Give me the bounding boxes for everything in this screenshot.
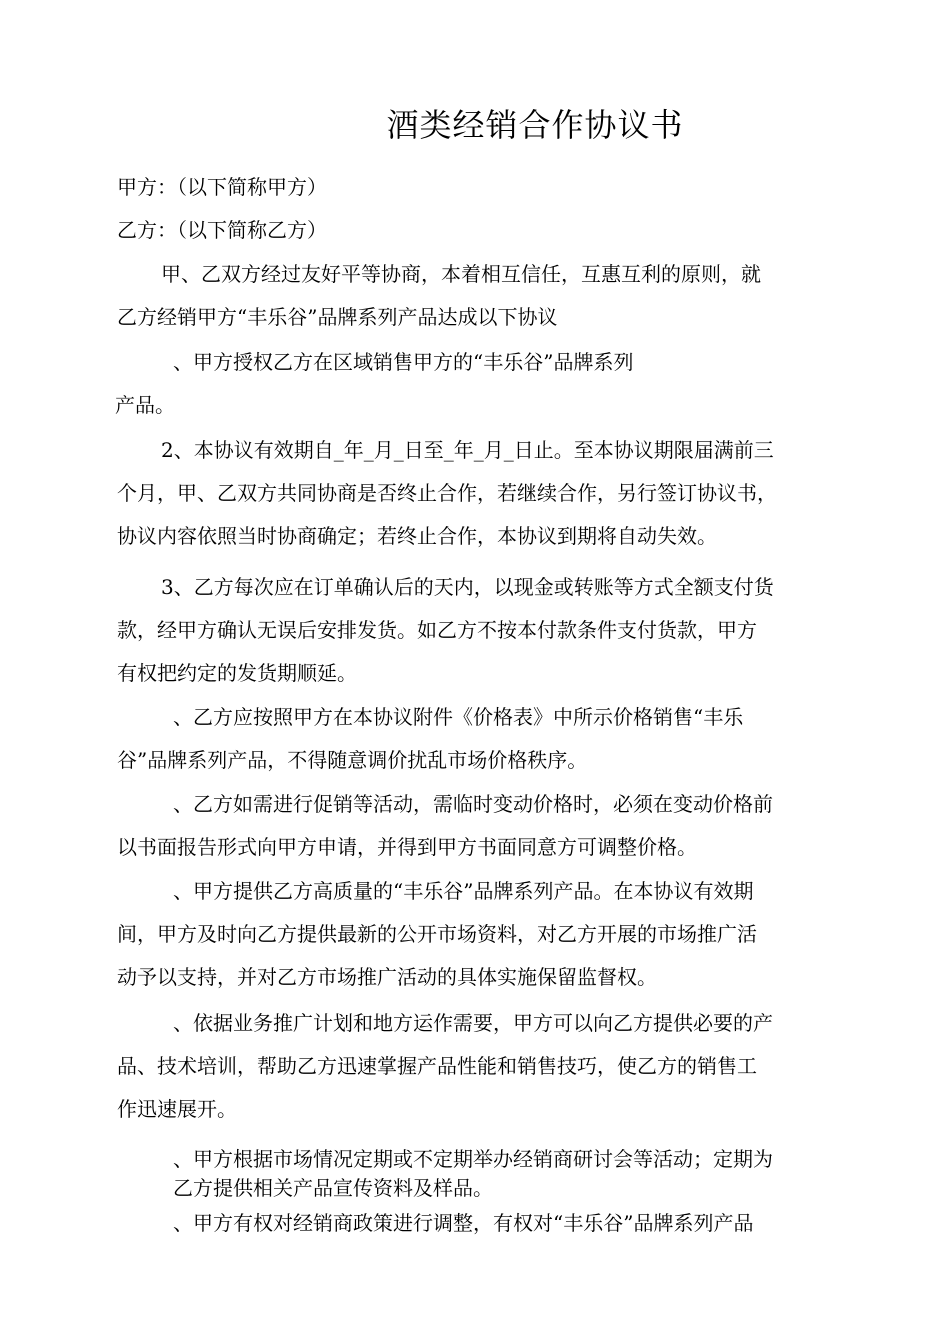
clause-5-line-1: 、乙方如需进行促销等活动，需临时变动价格时，必须在变动价格前 [173, 792, 773, 816]
intro-line-2: 乙方经销甲方“丰乐谷”品牌系列产品达成以下协议 [117, 305, 558, 329]
clause-1-line-2: 产品。 [115, 393, 175, 417]
clause-6-paragraph [117, 870, 852, 999]
clause-3-line-2: 款，经甲方确认无误后安排发货。如乙方不按本付款条件支付货款，甲方 [117, 618, 757, 642]
clause-4-paragraph [117, 696, 852, 782]
intro-line-1: 甲、乙双方经过友好平等协商，本着相互信任，互惠互利的原则，就 [161, 262, 761, 286]
clause-8-line-1: 、甲方根据市场情况定期或不定期举办经销商研讨会等活动；定期为 [173, 1147, 773, 1171]
clause-6-line-3: 动予以支持，并对乙方市场推广活动的具体实施保留监督权。 [117, 965, 657, 989]
clause-8-line-2: 乙方提供相关产品宣传资料及样品。 [173, 1176, 493, 1200]
clause-7-paragraph [117, 1002, 852, 1131]
clause-6-line-1: 、甲方提供乙方高质量的“丰乐谷”品牌系列产品。在本协议有效期 [173, 879, 754, 903]
clause-9-line-1: 、甲方有权对经销商政策进行调整，有权对“丰乐谷”品牌系列产品 [173, 1211, 754, 1235]
clause-1-paragraph [117, 341, 852, 427]
party-b-line [117, 209, 852, 252]
document-title: 酒类经销合作协议书 [386, 106, 684, 144]
clause-5-line-2: 以书面报告形式向甲方申请，并得到甲方书面同意方可调整价格。 [117, 835, 697, 859]
party-b-text: 乙方：（以下简称乙方） [117, 218, 327, 242]
clause-7-line-3: 作迅速展开。 [117, 1097, 237, 1121]
clause-8-paragraph [173, 1145, 853, 1203]
clause-3-line-3: 有权把约定的发货期顺延。 [117, 661, 357, 685]
clause-4-line-2: 谷”品牌系列产品，不得随意调价扰乱市场价格秩序。 [117, 748, 588, 772]
clause-2-line-2: 个月，甲、乙双方共同协商是否终止合作，若继续合作，另行签订协议书， [117, 481, 777, 505]
clause-6-line-2: 间，甲方及时向乙方提供最新的公开市场资料，对乙方开展的市场推广活 [117, 922, 757, 946]
clause-2-line-3: 协议内容依照当时协商确定；若终止合作，本协议到期将自动失效。 [117, 524, 717, 548]
clause-7-line-1: 、依据业务推广计划和地方运作需要，甲方可以向乙方提供必要的产 [173, 1011, 773, 1035]
clause-1-line-1: 、甲方授权乙方在区域销售甲方的“丰乐谷”品牌系列 [173, 350, 634, 374]
clause-3-line-1: 3、乙方每次应在订单确认后的天内，以现金或转账等方式全额支付货 [161, 575, 774, 599]
clause-2-paragraph [117, 429, 852, 558]
party-a-text: 甲方：（以下简称甲方） [117, 175, 327, 199]
intro-paragraph [117, 253, 852, 339]
clause-2-line-1: 2、本协议有效期自_年_月_日至_年_月_日止。至本协议期限届满前三 [161, 438, 774, 462]
clause-3-paragraph [117, 566, 852, 695]
clause-9-paragraph [173, 1202, 853, 1245]
clause-4-line-1: 、乙方应按照甲方在本协议附件《价格表》中所示价格销售“丰乐 [173, 705, 744, 729]
clause-7-line-2: 品、技术培训，帮助乙方迅速掌握产品性能和销售技巧，使乙方的销售工 [117, 1054, 757, 1078]
clause-5-paragraph [117, 783, 852, 869]
party-a-line [117, 166, 852, 209]
